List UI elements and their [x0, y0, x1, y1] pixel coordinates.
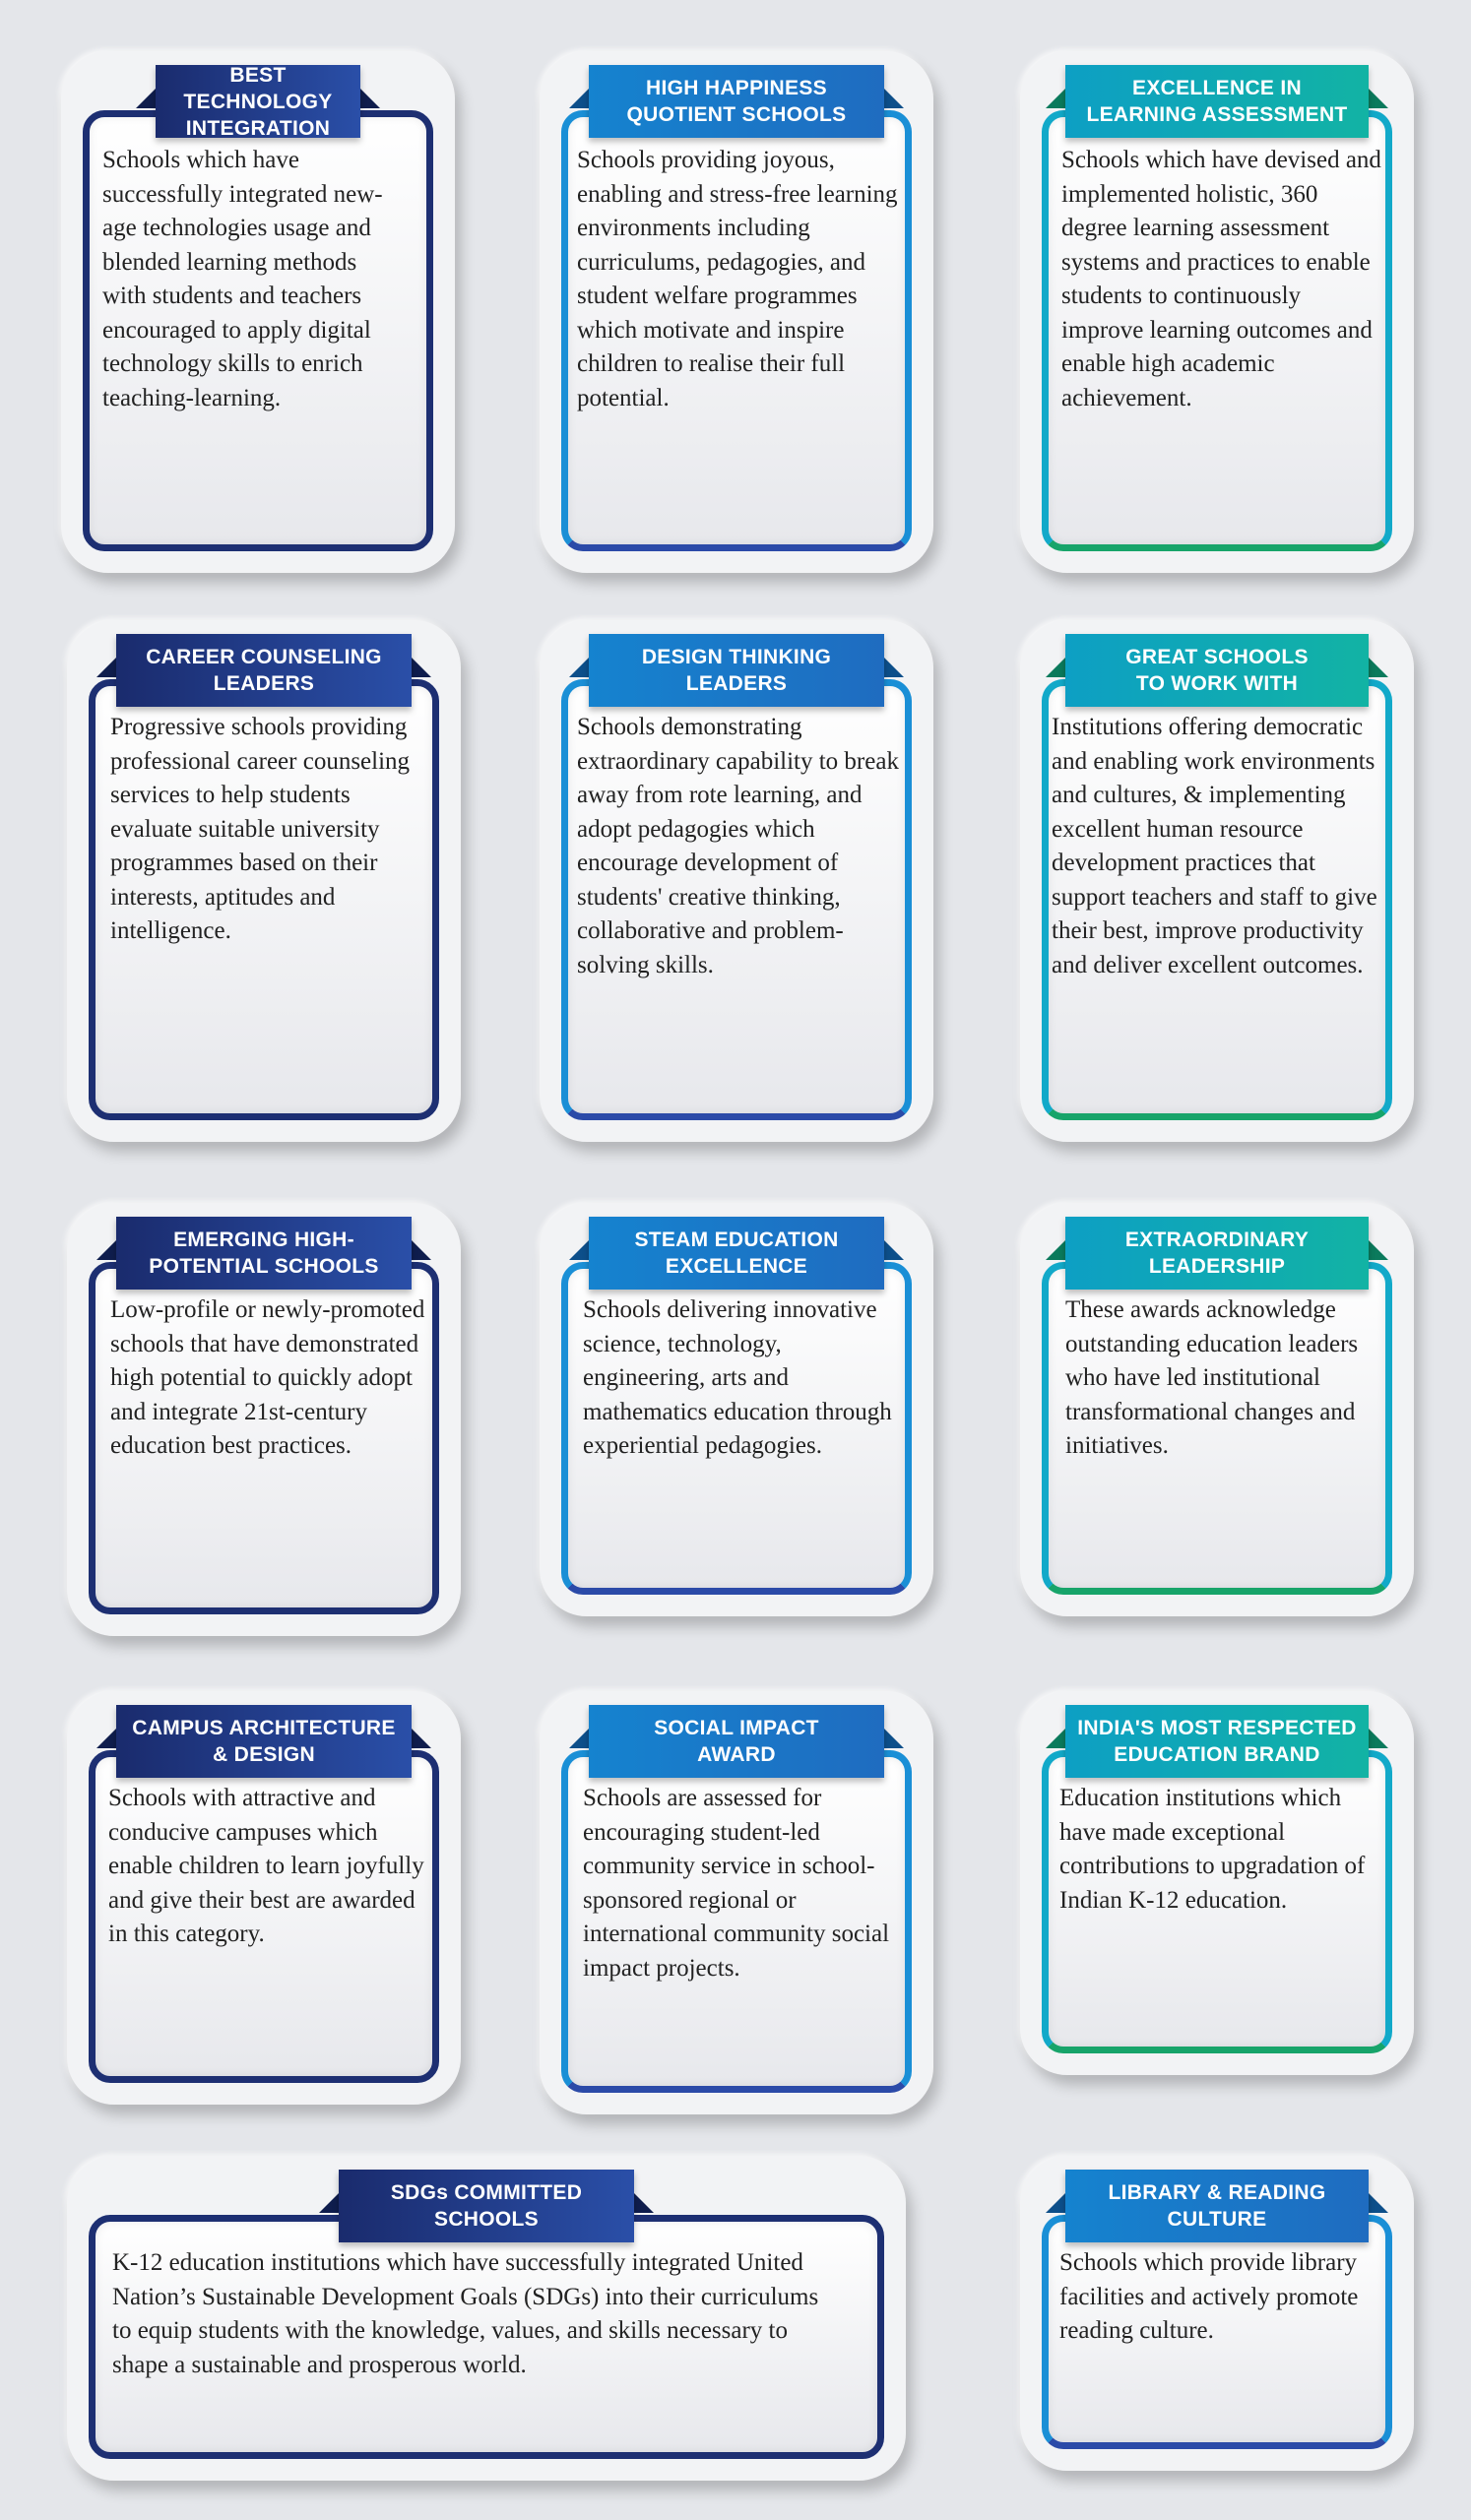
card-description: Schools delivering innovative science, technology, engineering, arts and mathematics education through experiential pedagogies. [583, 1296, 892, 1459]
award-card-emerging-high-potential [67, 1203, 461, 1636]
card-description: Schools providing joyous, enabling and stress-free learning environments including curriculums, pedagogies, and student welfare programmes which motivate and inspire children to realise their full potential. [577, 147, 898, 411]
card-title: SDGs COMMITTED SCHOOLS [339, 2170, 634, 2242]
card-description: Schools with attractive and conducive campuses which enable children to learn joyfully and give their best are awarded in this category. [108, 1785, 424, 1947]
award-card-library-reading-culture [1020, 2156, 1414, 2471]
award-card-high-happiness-quotient [540, 51, 933, 573]
award-card-steam-education-excellence [540, 1203, 933, 1616]
award-card-excellence-learning-assessment [1020, 51, 1414, 573]
award-card-most-respected-education-brand [1020, 1691, 1414, 2075]
card-description: Education institutions which have made exceptional contributions to upgradation of Indian K-12 education. [1059, 1785, 1366, 1914]
card-description: Schools which provide library facilities and actively promote reading culture. [1059, 2249, 1359, 2344]
card-title: HIGH HAPPINESS QUOTIENT SCHOOLS [589, 65, 884, 138]
card-title: DESIGN THINKING LEADERS [589, 634, 884, 707]
award-card-extraordinary-leadership [1020, 1203, 1414, 1616]
card-title: BEST TECHNOLOGY INTEGRATION [156, 65, 360, 138]
card-description: Institutions offering democratic and enabling work environments and cultures, & implementing excellent human resource development practices that support teachers and staff to give their best, improve productivity and deliver excellent outcomes. [1052, 714, 1377, 978]
card-description: Low-profile or newly-promoted schools that have demonstrated high potential to quickly adopt and integrate 21st-century education best practices. [110, 1296, 425, 1459]
card-description: Schools demonstrating extraordinary capability to break away from rote learning, and adopt pedagogies which encourage development of students' creative thinking, collaborative and problem-solving skills. [577, 714, 899, 978]
award-card-campus-architecture-design [67, 1691, 461, 2105]
card-title: EXCELLENCE IN LEARNING ASSESSMENT [1065, 65, 1369, 138]
card-description: These awards acknowledge outstanding education leaders who have led institutional transformational changes and initiatives. [1065, 1296, 1359, 1459]
card-title: CAREER COUNSELING LEADERS [116, 634, 412, 707]
card-title: CAMPUS ARCHITECTURE & DESIGN [116, 1705, 412, 1778]
card-title: INDIA'S MOST RESPECTED EDUCATION BRAND [1065, 1705, 1369, 1778]
card-title: LIBRARY & READING CULTURE [1065, 2170, 1369, 2242]
award-card-great-schools-to-work-with [1020, 620, 1414, 1142]
card-description: Schools which have devised and implemented holistic, 360 degree learning assessment systems and practices to enable students to continuously improve learning outcomes and enable high academic achievement. [1061, 147, 1381, 411]
card-title: EMERGING HIGH- POTENTIAL SCHOOLS [116, 1217, 412, 1290]
card-description: Schools which have successfully integrated new-age technologies usage and blended learning methods with students and teachers encouraged to apply digital technology skills to enrich teaching-learning. [102, 147, 383, 411]
card-title: EXTRAORDINARY LEADERSHIP [1065, 1217, 1369, 1290]
card-description: K-12 education institutions which have successfully integrated United Nation’s Sustainable Development Goals (SDGs) into their curriculums to equip students with the knowledge, values, and skills necessary to shape a sustainable and prosperous world. [112, 2249, 819, 2378]
award-card-best-technology-integration [61, 51, 455, 573]
card-title: GREAT SCHOOLS TO WORK WITH [1065, 634, 1369, 707]
award-card-social-impact [540, 1691, 933, 2114]
award-card-design-thinking-leaders [540, 620, 933, 1142]
card-title: STEAM EDUCATION EXCELLENCE [589, 1217, 884, 1290]
award-card-career-counseling-leaders [67, 620, 461, 1142]
award-card-sdgs-committed-schools [67, 2156, 906, 2481]
card-title: SOCIAL IMPACT AWARD [589, 1705, 884, 1778]
card-description: Schools are assessed for encouraging student-led community service in school-sponsored regional or international community social impact projects. [583, 1785, 890, 1982]
card-description: Progressive schools providing professional career counseling services to help students evaluate suitable university programmes based on their interests, aptitudes and intelligence. [110, 714, 411, 944]
